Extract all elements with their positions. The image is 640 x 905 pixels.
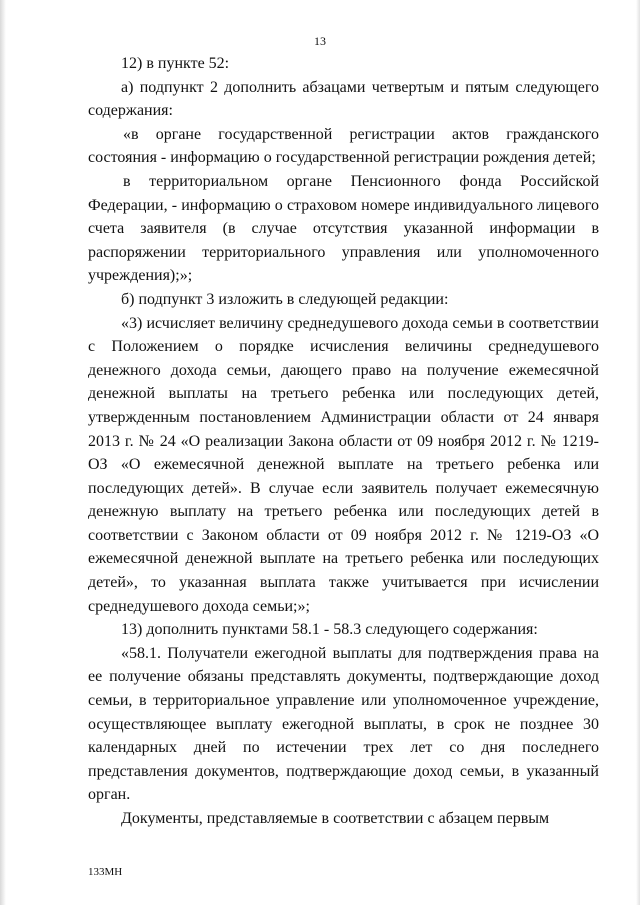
page-number: 13 — [314, 34, 326, 48]
scan-edge-left — [0, 0, 6, 905]
paragraph-item-12: 12) в пункте 52: — [121, 55, 230, 72]
paragraph-subitem-a: а) подпункт 2 дополнить абзацами четвертым и пятым следующего содержания: — [88, 78, 599, 120]
scan-edge-right — [636, 0, 640, 905]
paragraph-quote-income-calc: «3) исчисляет величину среднедушевого дохода семьи в соответствии с Положением о порядке исчисления величины среднедушевого денежного дохода семьи, дающего право на получение ежемесячной денежной выплаты на третьего ребенка или последующих детей, утвержденным постановлением Администрации области от 24 января 2013 г. № 24 «О реализации Закона области от 09 ноября 2012 г. № 1219-ОЗ «О ежемесячной денежной выплате на третьего ребенка или последующих детей». В случае если заявитель получает ежемесячную денежную выплату на третьего ребенка или последующих детей в соответствии с Законом области от 09 ноября 2012 г. № 1219-ОЗ «О ежемесячной денежной выплате на третьего ребенка или последующих детей», то указанная выплата также учитывается при исчислении среднедушевого дохода семьи;»; — [88, 314, 599, 615]
paragraph-subitem-b: б) подпункт 3 изложить в следующей редакции: — [121, 290, 449, 308]
document-body — [88, 52, 599, 831]
paragraph-quote-58-1: «58.1. Получатели ежегодной выплаты для подтверждения права на ее получение обязаны представлять документы, подтверждающие доход семьи, в территориальное управление или уполномоченное учреждение, осуществляющее выплату ежегодной выплаты, в срок не позднее 30 календарных дней по истечении трех лет со дня последнего представления документов, подтверждающие доход семьи, в указанный орган. — [88, 644, 599, 804]
paragraph-item-13: 13) дополнить пунктами 58.1 - 58.3 следующего содержания: — [121, 621, 538, 639]
footer-document-code: 133МН — [88, 866, 123, 878]
paragraph-documents: Документы, представляемые в соответствии с абзацем первым — [121, 810, 550, 827]
paragraph-quote-pension-fund: в территориальном органе Пенсионного фонда Российской Федерации, - информацию о страховом номере индивидуального лицевого счета заявителя (в случае отсутствия указанной информации в распоряжении территориального управления или уполномоченного учреждения);»; — [88, 172, 599, 285]
paragraph-quote-civil-registry: «в органе государственной регистрации актов гражданского состояния - информацию о государственной регистрации рождения детей; — [88, 125, 599, 167]
